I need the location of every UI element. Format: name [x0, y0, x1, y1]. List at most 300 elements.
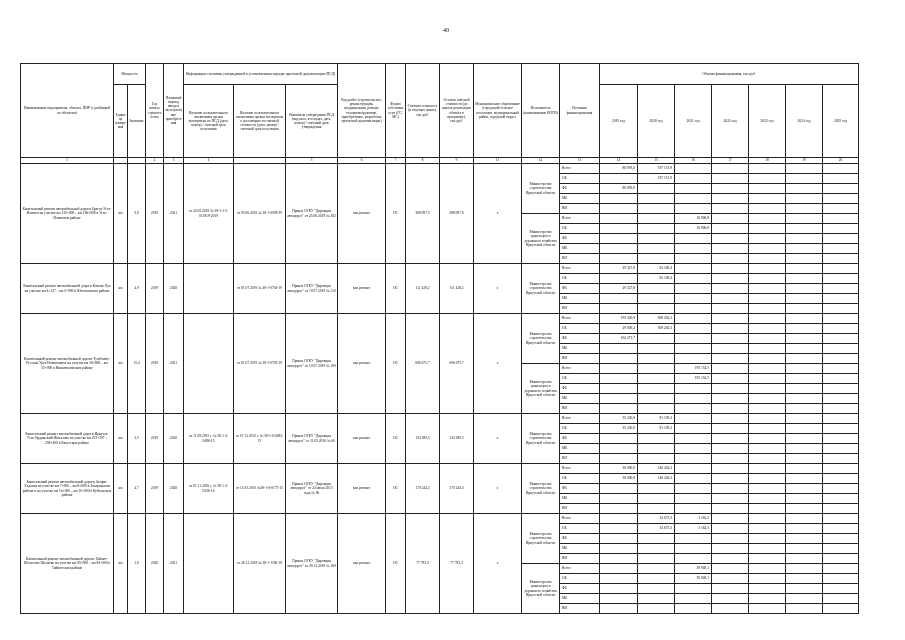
amount-2023: [749, 604, 786, 614]
work-type: кап.ремонт: [338, 164, 386, 264]
amount-2025: [823, 484, 859, 494]
amount-2021: [675, 504, 712, 514]
amount-2023: [749, 374, 786, 384]
amount-2020: [638, 214, 675, 224]
amount-2019: [600, 554, 638, 564]
amount-2021: [675, 334, 712, 344]
amount-2021: [675, 544, 712, 554]
header-year-start: Год начала строительства: [146, 64, 164, 158]
amount-2022: [712, 484, 749, 494]
financing-source: ВИ: [560, 304, 600, 314]
amount-2019: [600, 604, 638, 614]
amount-2024: [786, 194, 823, 204]
amount-2024: [786, 394, 823, 404]
table-row: [21, 164, 859, 174]
amount-2025: [823, 164, 859, 174]
amount-2024: [786, 164, 823, 174]
amount-2021: [675, 184, 712, 194]
amount-2025: [823, 294, 859, 304]
header-executor: Исполнитель (наименование ИОГВ): [522, 64, 560, 158]
amount-2020: [638, 554, 675, 564]
amount-2021: [675, 554, 712, 564]
amount-2020: [638, 194, 675, 204]
conclusion-cost: от 26.12.2018 № 38-1-1180-18: [234, 514, 286, 614]
amount-2019: [600, 194, 638, 204]
amount-2025: [823, 444, 859, 454]
amount-2020: [638, 284, 675, 294]
amount-2021: [675, 394, 712, 404]
column-number: 20: [823, 158, 859, 164]
estimated-cost: 696 675,7: [406, 314, 440, 414]
object-name: Капитальный ремонт автомобильной дороги Тулебаево-Русская Урга-Новоилимск на участке км 38+800 – км 53+000 в Нижнеилимском районе: [21, 314, 114, 414]
amount-2023: [749, 304, 786, 314]
amount-2021: [675, 474, 712, 484]
amount-2022: [712, 354, 749, 364]
executor: Министерство строительства Иркутской области: [522, 414, 560, 464]
financing-source: Всего: [560, 364, 600, 374]
financing-source: МБ: [560, 244, 600, 254]
amount-2021: [675, 264, 712, 274]
amount-2022: [712, 514, 749, 524]
column-number: 12: [522, 158, 560, 164]
amount-2023: [749, 314, 786, 324]
amount-2020: [638, 234, 675, 244]
capacity-value: 3,5: [128, 414, 146, 464]
amount-2025: [823, 474, 859, 484]
amount-2023: [749, 434, 786, 444]
amount-2020: 197 151,9: [638, 174, 675, 184]
amount-2024: [786, 594, 823, 604]
amount-2024: [786, 474, 823, 484]
amount-2022: [712, 534, 749, 544]
approval-requisites: Приказ ОГКУ "Дирекция автодорог" от 25.06.2019 № 302: [286, 164, 338, 264]
amount-2023: [749, 514, 786, 524]
financing-source: МБ: [560, 294, 600, 304]
year-start: 2020: [146, 514, 164, 614]
amount-2020: [638, 204, 675, 214]
column-number: 4: [184, 158, 234, 164]
financing-source: Всего: [560, 464, 600, 474]
amount-2019: 164 271,7: [600, 334, 638, 344]
remaining-cost: 77 783,3: [440, 514, 474, 614]
municipality: х: [474, 414, 522, 464]
conclusion-psd: от 01.11.2016 г. № 38-1-4-0326-16: [184, 464, 234, 514]
object-name: Капитальный ремонт автомобильной дороги Братск-Усть-Илимск на участке км 135+000 – км 166+000 в Усть-Илимском районе: [21, 164, 114, 264]
approval-requisites: Приказ ОГКУ "Дирекция автодорог" от 29.12.2018 № 168: [286, 514, 338, 614]
financing-source: ФБ: [560, 334, 600, 344]
column-number: 2: [146, 158, 164, 164]
amount-2020: 82 100,4: [638, 264, 675, 274]
amount-2025: [823, 204, 859, 214]
amount-2020: [638, 544, 675, 554]
object-name: Капитальный ремонт автомобильной дороги Залари-Хадахан на участке км 7+000 – км 8+000 в Заларинском районе и на участке км 14+300 – км 16+000 в Куйтунском районе: [21, 464, 114, 514]
financing-source: ВИ: [560, 404, 600, 414]
amount-2024: [786, 294, 823, 304]
amount-2022: [712, 544, 749, 554]
year-end: 2021: [164, 164, 184, 264]
amount-2023: [749, 554, 786, 564]
amount-2024: [786, 224, 823, 234]
header-name: Наименование мероприятия, объекта, ПИР (с разбивкой по объектам): [21, 64, 114, 158]
amount-2021: [675, 454, 712, 464]
amount-2024: [786, 314, 823, 324]
amount-2022: [712, 364, 749, 374]
year-start: 2019: [146, 464, 164, 514]
ownership: ОС: [386, 514, 406, 614]
amount-2024: [786, 214, 823, 224]
financing-source: ОБ: [560, 374, 600, 384]
year-start: 2019: [146, 414, 164, 464]
column-number: 18: [749, 158, 786, 164]
header-year: 2021 год: [675, 85, 712, 158]
amount-2025: [823, 344, 859, 354]
estimated-cost: 111 428,2: [406, 264, 440, 314]
amount-2022: [712, 574, 749, 584]
amount-2024: [786, 444, 823, 454]
financing-source: ОБ: [560, 174, 600, 184]
amount-2021: 195 152,5: [675, 374, 712, 384]
year-end: 2020: [164, 264, 184, 314]
amount-2022: [712, 564, 749, 574]
amount-2021: [675, 424, 712, 434]
amount-2022: [712, 194, 749, 204]
financing-source: Всего: [560, 164, 600, 174]
financing-source: ОБ: [560, 324, 600, 334]
capacity-unit: км: [114, 164, 128, 264]
amount-2019: [600, 484, 638, 494]
table-body: [21, 158, 859, 614]
amount-2023: [749, 344, 786, 354]
amount-2021: [675, 414, 712, 424]
ownership: ОС: [386, 314, 406, 414]
amount-2020: 308 202,3: [638, 314, 675, 324]
financing-source: ФБ: [560, 534, 600, 544]
estimated-cost: 170 244,3: [406, 464, 440, 514]
amount-2021: [675, 324, 712, 334]
amount-2025: [823, 424, 859, 434]
column-number: 9: [440, 158, 474, 164]
financing-source: ВИ: [560, 254, 600, 264]
amount-2022: [712, 264, 749, 274]
amount-2021: [675, 284, 712, 294]
amount-2019: [600, 444, 638, 454]
amount-2019: [600, 564, 638, 574]
table-row: [21, 314, 859, 324]
amount-2025: [823, 404, 859, 414]
amount-2022: [712, 494, 749, 504]
amount-2019: [600, 494, 638, 504]
capacity-unit: км: [114, 514, 128, 614]
amount-2022: [712, 274, 749, 284]
amount-2025: [823, 414, 859, 424]
amount-2020: [638, 604, 675, 614]
amount-2024: [786, 344, 823, 354]
amount-2022: [712, 344, 749, 354]
amount-2022: [712, 184, 749, 194]
amount-2020: [638, 504, 675, 514]
capacity-value: 4,7: [128, 464, 146, 514]
amount-2019: 29 327,8: [600, 264, 638, 274]
amount-2023: [749, 184, 786, 194]
amount-2024: [786, 604, 823, 614]
amount-2022: [712, 594, 749, 604]
amount-2021: [675, 234, 712, 244]
amount-2024: [786, 404, 823, 414]
amount-2020: [638, 394, 675, 404]
amount-2022: [712, 294, 749, 304]
amount-2020: [638, 434, 675, 444]
column-number: 11: [474, 158, 522, 164]
amount-2024: [786, 384, 823, 394]
amount-2024: [786, 504, 823, 514]
amount-2023: [749, 544, 786, 554]
remaining-cost: 696 675,7: [440, 314, 474, 414]
amount-2025: [823, 364, 859, 374]
capacity-unit: км: [114, 414, 128, 464]
header-source: Источник финансирования: [560, 64, 600, 158]
estimated-cost: 77 783,3: [406, 514, 440, 614]
amount-2023: [749, 484, 786, 494]
approval-requisites: Приказ ОГКУ "Дирекция автодорог" от 31.03.2016 № 60: [286, 414, 338, 464]
amount-2024: [786, 524, 823, 534]
amount-2022: [712, 414, 749, 424]
object-name: Капитальный ремонт автомобильной дороги Иркутск-Усть-Ордынский-Жигалово на участке км 253+597 – 258+400 в Качугском районе: [21, 414, 114, 464]
financing-source: ОБ: [560, 424, 600, 434]
amount-2020: [638, 444, 675, 454]
amount-2020: [638, 184, 675, 194]
amount-2020: [638, 594, 675, 604]
amount-2022: [712, 474, 749, 484]
amount-2025: [823, 304, 859, 314]
amount-2019: [600, 374, 638, 384]
amount-2022: [712, 244, 749, 254]
amount-2021: [675, 464, 712, 474]
conclusion-psd: [184, 314, 234, 414]
year-start: 2019: [146, 264, 164, 314]
amount-2022: [712, 384, 749, 394]
amount-2021: [675, 384, 712, 394]
amount-2025: [823, 214, 859, 224]
amount-2025: [823, 184, 859, 194]
amount-2024: [786, 254, 823, 264]
capacity-value: 4,9: [128, 264, 146, 314]
ownership: ОС: [386, 264, 406, 314]
amount-2025: [823, 584, 859, 594]
amount-2021: 10 906,8: [675, 224, 712, 234]
financing-source: ВИ: [560, 454, 600, 464]
amount-2019: [600, 294, 638, 304]
column-number: 19: [786, 158, 823, 164]
amount-2019: [600, 434, 638, 444]
financing-source: ВИ: [560, 604, 600, 614]
header-year: 2020 год: [638, 85, 675, 158]
amount-2021: [675, 314, 712, 324]
amount-2024: [786, 564, 823, 574]
amount-2025: [823, 544, 859, 554]
amount-2022: [712, 434, 749, 444]
amount-2022: [712, 284, 749, 294]
executor: Министерство транспорта и дорожного хозяйства Иркутской области: [522, 214, 560, 264]
amount-2019: [600, 254, 638, 264]
conclusion-cost: от 07.12.2015 г. № 38-1-6-0283-15: [234, 414, 286, 464]
amount-2022: [712, 584, 749, 594]
capacity-value: 1,0: [128, 514, 146, 614]
amount-2023: [749, 264, 786, 274]
conclusion-cost: от 01.07.2019 № 38-1-0704-19: [234, 264, 286, 314]
amount-2021: [675, 274, 712, 284]
header-year-end: Плановый период ввода в эксплуатацию/приобретения: [164, 64, 184, 158]
amount-2024: [786, 454, 823, 464]
amount-2021: [675, 304, 712, 314]
work-type: кап.ремонт: [338, 414, 386, 464]
amount-2019: 30 000,0: [600, 464, 638, 474]
amount-2021: [675, 194, 712, 204]
amount-2019: 193 320,9: [600, 314, 638, 324]
executor: Министерство строительства Иркутской области: [522, 514, 560, 564]
amount-2023: [749, 324, 786, 334]
amount-2025: [823, 514, 859, 524]
page-number: 40: [443, 28, 449, 34]
amount-2025: [823, 574, 859, 584]
amount-2025: [823, 254, 859, 264]
amount-2023: [749, 254, 786, 264]
amount-2023: [749, 414, 786, 424]
amount-2025: [823, 284, 859, 294]
header-value: Значение: [128, 85, 146, 158]
header-approval-requisites: Реквизиты утверждения ПСД (вид акта, кто издал, дата, номер) / сметный срок утверждения: [286, 85, 338, 158]
financing-source: ФБ: [560, 184, 600, 194]
financing-source: ОБ: [560, 574, 600, 584]
amount-2025: [823, 244, 859, 254]
amount-2024: [786, 334, 823, 344]
amount-2019: [600, 394, 638, 404]
header-work-type: Вид работ (строительство, реконструкция, модернизация, ремонт, техперевооружение, приобретение, разработка проектной документации): [338, 64, 386, 158]
amount-2020: [638, 564, 675, 574]
executor: Министерство строительства Иркутской области: [522, 264, 560, 314]
remaining-cost: 134 389,5: [440, 414, 474, 464]
amount-2023: [749, 234, 786, 244]
amount-2024: [786, 514, 823, 524]
amount-2023: [749, 534, 786, 544]
header-municipality: Муниципальное образование (городской/сельское поселение, муниципальный район, городской округ): [474, 64, 522, 158]
amount-2025: [823, 234, 859, 244]
amount-2022: [712, 424, 749, 434]
amount-2024: [786, 234, 823, 244]
header-estimated-cost: Сметная стоимость (в текущих ценах), тыс.руб.: [406, 64, 440, 158]
financing-source: Всего: [560, 414, 600, 424]
approval-requisites: Приказ ОГКУ "Дирекция автодорог" от 10.07.2019 № 109: [286, 314, 338, 414]
amount-2023: [749, 594, 786, 604]
amount-2024: [786, 424, 823, 434]
column-number: 17: [712, 158, 749, 164]
amount-2019: [600, 404, 638, 414]
approval-requisites: Приказ ОГКУ "Дирекция автодорог" от 10.07.2019 № 110: [286, 264, 338, 314]
column-number: 5: [286, 158, 338, 164]
financing-source: ФБ: [560, 484, 600, 494]
amount-2019: 80 093,0: [600, 184, 638, 194]
capacity-unit: км: [114, 314, 128, 414]
amount-2020: 308 202,3: [638, 324, 675, 334]
work-type: кап.ремонт: [338, 514, 386, 614]
amount-2023: [749, 284, 786, 294]
amount-2020: 82 100,4: [638, 274, 675, 284]
amount-2023: [749, 404, 786, 414]
amount-2024: [786, 354, 823, 364]
amount-2025: [823, 194, 859, 204]
header-unit: Единица измерения: [114, 85, 128, 158]
amount-2020: [638, 404, 675, 414]
amount-2022: [712, 554, 749, 564]
amount-2022: [712, 464, 749, 474]
ownership: ОС: [386, 464, 406, 514]
work-type: кап.ремонт: [338, 264, 386, 314]
year-start: 2019: [146, 314, 164, 414]
amount-2025: [823, 224, 859, 234]
ownership: ОС: [386, 414, 406, 464]
amount-2023: [749, 354, 786, 364]
executor: Министерство строительства Иркутской области: [522, 464, 560, 514]
amount-2020: 34 673,3: [638, 514, 675, 524]
header-year: 2022 год: [712, 85, 749, 158]
amount-2023: [749, 464, 786, 474]
amount-2025: [823, 594, 859, 604]
amount-2024: [786, 534, 823, 544]
amount-2023: [749, 224, 786, 234]
header-year: 2024 год: [786, 85, 823, 158]
approval-requisites: Приказ ОГКУ "Дирекция автодорог" от 24 июля 2015 года № 96: [286, 464, 338, 514]
amount-2024: [786, 374, 823, 384]
amount-2023: [749, 574, 786, 584]
amount-2025: [823, 394, 859, 404]
amount-2020: [638, 384, 675, 394]
amount-2021: [675, 584, 712, 594]
amount-2024: [786, 464, 823, 474]
amount-2020: 197 151,9: [638, 164, 675, 174]
table-row: [21, 414, 859, 424]
amount-2022: [712, 164, 749, 174]
amount-2019: [600, 204, 638, 214]
amount-2019: 80 093,0: [600, 164, 638, 174]
amount-2025: [823, 604, 859, 614]
amount-2025: [823, 374, 859, 384]
amount-2023: [749, 584, 786, 594]
conclusion-cost: от 01.07.2019 № 38-1-0705-19: [234, 314, 286, 414]
amount-2019: [600, 574, 638, 584]
amount-2023: [749, 454, 786, 464]
estimated-cost: 288 097,5: [406, 164, 440, 264]
amount-2020: 81 159,2: [638, 414, 675, 424]
amount-2023: [749, 524, 786, 534]
amount-2022: [712, 304, 749, 314]
amount-2024: [786, 364, 823, 374]
financing-source: Всего: [560, 214, 600, 224]
amount-2023: [749, 244, 786, 254]
amount-2019: [600, 454, 638, 464]
work-type: кап.ремонт: [338, 314, 386, 414]
amount-2022: [712, 324, 749, 334]
amount-2019: [600, 304, 638, 314]
amount-2021: [675, 534, 712, 544]
amount-2021: [675, 444, 712, 454]
conclusion-psd: от 11.09.2015 г. № 38-1-4-0486-15: [184, 414, 234, 464]
table-row: [21, 264, 859, 274]
year-end: 2021: [164, 514, 184, 614]
conclusion-cost: от 11.03.2015 №38-1-6-0175-15: [234, 464, 286, 514]
year-start: 2019: [146, 164, 164, 264]
remaining-cost: 288 097,6: [440, 164, 474, 264]
amount-2024: [786, 274, 823, 284]
amount-2025: [823, 174, 859, 184]
